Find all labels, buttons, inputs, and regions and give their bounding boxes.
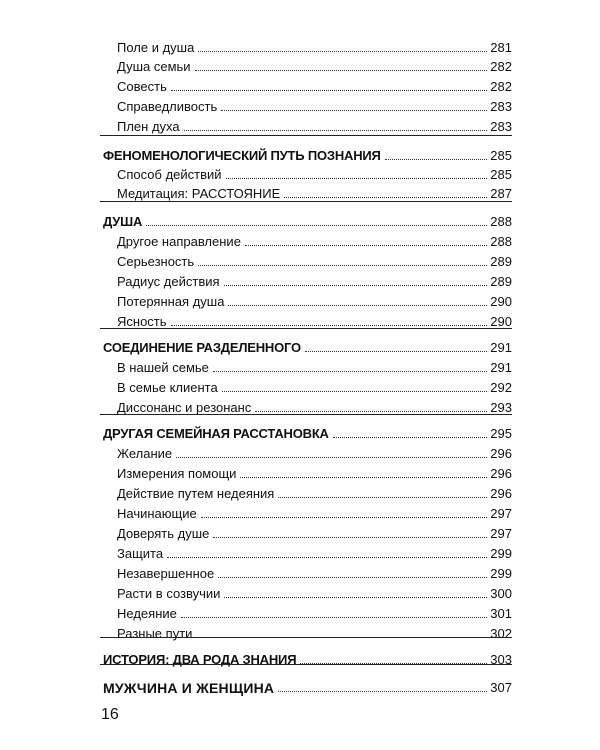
toc-entry [0, 75, 600, 95]
toc-entry-title: Радиус действия [117, 274, 220, 289]
toc-entry-page: 285 [490, 167, 512, 182]
toc-entry-line [0, 340, 512, 356]
toc-entry-title: Способ действий [117, 167, 222, 182]
toc-entry [0, 270, 600, 290]
dot-leader [198, 51, 487, 52]
dot-leader [222, 391, 488, 392]
dot-leader [224, 597, 487, 598]
dot-leader [176, 457, 487, 458]
toc-entry-line [0, 59, 512, 75]
toc-entry-page: 299 [490, 546, 512, 561]
toc-entry [0, 95, 600, 115]
toc-entry-title: Медитация: РАССТОЯНИЕ [117, 186, 281, 201]
toc-entry-page: 290 [490, 294, 512, 309]
dot-leader [221, 110, 487, 111]
toc-entry-page: 302 [490, 626, 512, 641]
dot-leader [218, 577, 487, 578]
toc-entry-page: 296 [490, 466, 512, 481]
toc-entry-page: 282 [490, 59, 512, 74]
toc-entry-title: Совесть [117, 79, 167, 94]
toc-entry-line [0, 380, 512, 396]
toc-entry-title: Душа семьи [117, 59, 191, 74]
toc-entry [0, 622, 600, 642]
dot-leader [228, 305, 487, 306]
toc-entry-page: 303 [490, 652, 512, 667]
toc-entry [0, 562, 600, 582]
toc-section-entry [0, 210, 600, 230]
toc-entry-title: ИСТОРИЯ: ДВА РОДА ЗНАНИЯ [103, 652, 297, 667]
dot-leader [184, 130, 488, 131]
section-divider [100, 135, 512, 136]
toc-entry [0, 55, 600, 75]
toc-entry-line [0, 40, 512, 56]
toc-entry-line [0, 294, 512, 310]
toc-entry [0, 376, 600, 396]
toc-entry-line [0, 119, 512, 135]
dot-leader [333, 437, 488, 438]
dot-leader [167, 557, 487, 558]
toc-entry-page: 287 [490, 186, 512, 201]
toc-entry-line [0, 234, 512, 250]
dot-leader [255, 411, 487, 412]
toc-entry-title: В семье клиента [117, 380, 218, 395]
toc-entry-page: 296 [490, 486, 512, 501]
section-divider [100, 637, 512, 638]
section-divider [100, 328, 512, 329]
toc-entry-page: 295 [490, 426, 512, 441]
toc-entry-page: 296 [490, 446, 512, 461]
toc-entry [0, 482, 600, 502]
toc-entry [0, 522, 600, 542]
toc-entry-title: Поле и душа [117, 40, 195, 55]
dot-leader [284, 197, 487, 198]
toc-entry-line [0, 626, 512, 642]
toc-entry-page: 289 [490, 274, 512, 289]
toc-entry [0, 602, 600, 622]
toc-entry-line [0, 606, 512, 622]
toc-entry-page: 301 [490, 606, 512, 621]
toc-entry-line [0, 214, 512, 230]
dot-leader [171, 90, 487, 91]
toc-entry-line [0, 466, 512, 482]
section-divider [100, 414, 512, 415]
toc-entry [0, 250, 600, 270]
toc-entry [0, 356, 600, 376]
toc-entry-title: Измерения помощи [117, 466, 237, 481]
dot-leader [213, 371, 487, 372]
dot-leader [201, 517, 488, 518]
dot-leader [278, 497, 487, 498]
toc-entry [0, 230, 600, 250]
toc-entry-line [0, 99, 512, 115]
toc-section-entry [0, 144, 600, 164]
toc-entry-title: СОЕДИНЕНИЕ РАЗДЕЛЕННОГО [103, 340, 301, 355]
toc-entry [0, 115, 600, 135]
toc-entry [0, 442, 600, 462]
dot-leader [240, 477, 487, 478]
toc-entry-page: 291 [490, 360, 512, 375]
toc-entry-title: Потерянная душа [117, 294, 225, 309]
toc-entry-page: 290 [490, 314, 512, 329]
toc-entry-line [0, 446, 512, 462]
dot-leader [146, 225, 487, 226]
dot-leader [195, 70, 488, 71]
toc-entry [0, 163, 600, 183]
section-divider [100, 201, 512, 202]
toc-entry-title: Ясность [117, 314, 167, 329]
toc-entry-title: Незавершенное [117, 566, 215, 581]
toc-entry-title: Разные пути [117, 626, 193, 641]
toc-entry-title: Действие путем недеяния [117, 486, 275, 501]
toc-entry-page: 289 [490, 254, 512, 269]
toc-entry [0, 462, 600, 482]
toc-entry-title: ДУША [103, 214, 143, 229]
toc-entry-line [0, 526, 512, 542]
toc-entry-title: Серьезность [117, 254, 195, 269]
toc-entry-page: 283 [490, 99, 512, 114]
dot-leader [171, 325, 488, 326]
toc-section-entry [0, 422, 600, 442]
toc-entry-line [0, 652, 512, 668]
toc-entry-title: Защита [117, 546, 164, 561]
toc-entry-title: Расти в созвучии [117, 586, 221, 601]
toc-entry-page: 283 [490, 119, 512, 134]
dot-leader [213, 537, 487, 538]
toc-entry-line [0, 360, 512, 376]
toc-entry-line [0, 566, 512, 582]
toc-entry-title: Другое направление [117, 234, 241, 249]
dot-leader [198, 265, 487, 266]
toc-entry-title: Недеяние [117, 606, 177, 621]
toc-entry-page: 291 [490, 340, 512, 355]
page-number: 16 [101, 706, 119, 723]
dot-leader [305, 351, 487, 352]
toc-entry-title: В нашей семье [117, 360, 209, 375]
toc-entry-line [0, 586, 512, 602]
toc-entry-page: 282 [490, 79, 512, 94]
dot-leader [226, 178, 488, 179]
toc-section-entry [0, 336, 600, 356]
dot-leader [224, 285, 488, 286]
toc-entry-title: ФЕНОМЕНОЛОГИЧЕСКИЙ ПУТЬ ПОЗНАНИЯ [103, 148, 381, 163]
toc-entry [0, 502, 600, 522]
toc-entry-line [0, 426, 512, 442]
toc-entry [0, 396, 600, 416]
toc-entry [0, 290, 600, 310]
toc-entry-title: Справедливость [117, 99, 218, 114]
toc-entry [0, 310, 600, 330]
section-divider [100, 664, 512, 665]
toc-entry-line [0, 274, 512, 290]
toc-entry-title: Плен духа [117, 119, 180, 134]
toc-entry-page: 299 [490, 566, 512, 581]
toc-entry [0, 182, 600, 202]
toc-section-entry [0, 676, 600, 696]
toc-entry-line [0, 486, 512, 502]
dot-leader [385, 159, 488, 160]
toc-entry-line [0, 79, 512, 95]
toc-entry-line [0, 680, 512, 696]
toc-entry-page: 292 [490, 380, 512, 395]
dot-leader [245, 245, 487, 246]
toc-entry-title: Начинающие [117, 506, 197, 521]
dot-leader [181, 617, 487, 618]
toc-entry [0, 542, 600, 562]
toc-entry-page: 297 [490, 526, 512, 541]
dot-leader [278, 691, 487, 692]
toc-entry-line [0, 186, 512, 202]
toc-entry-title: ДРУГАЯ СЕМЕЙНАЯ РАССТАНОВКА [103, 426, 329, 441]
toc-entry-page: 297 [490, 506, 512, 521]
toc-entry-line [0, 167, 512, 183]
toc-entry-page: 288 [490, 234, 512, 249]
toc-entry-title: МУЖЧИНА И ЖЕНЩИНА [103, 680, 275, 696]
toc-entry [0, 582, 600, 602]
toc-entry-line [0, 148, 512, 164]
toc-section-entry [0, 648, 600, 668]
toc-entry-page: 281 [490, 40, 512, 55]
toc-entry [0, 36, 600, 56]
toc-entry-line [0, 254, 512, 270]
toc-entry-title: Доверять душе [117, 526, 210, 541]
toc-entry-page: 307 [490, 680, 512, 695]
toc-entry-page: 285 [490, 148, 512, 163]
toc-entry-page: 300 [490, 586, 512, 601]
toc-entry-page: 293 [490, 400, 512, 415]
toc-entry-title: Диссонанс и резонанс [117, 400, 252, 415]
toc-entry-title: Желание [117, 446, 173, 461]
toc-entry-line [0, 506, 512, 522]
toc-entry-page: 288 [490, 214, 512, 229]
toc-entry-line [0, 546, 512, 562]
